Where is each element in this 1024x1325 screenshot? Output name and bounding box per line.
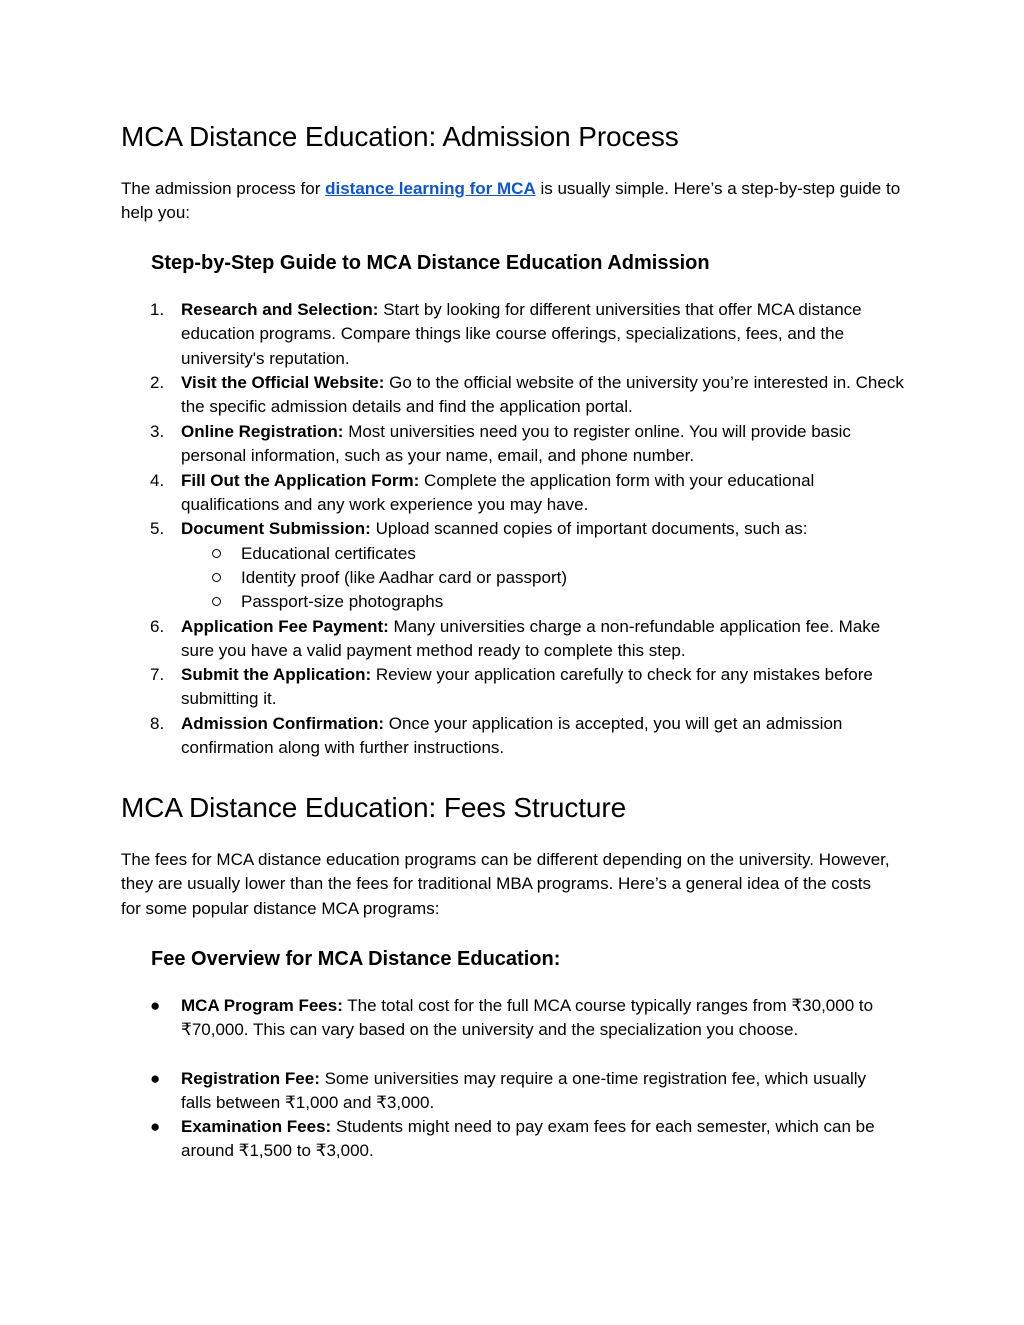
step-number: 1. (150, 300, 165, 319)
step-label: Research and Selection: (181, 300, 379, 319)
list-item-fee (150, 1067, 881, 1116)
bullet-icon: ● (150, 1069, 161, 1088)
document-text: Passport-size photographs (241, 592, 444, 611)
list-item-fee (150, 1115, 891, 1164)
hollow-circle-bullet-icon (212, 597, 221, 606)
intro-text-before: The admission process for (121, 179, 326, 198)
list-item-step-8 (150, 712, 906, 761)
sub-list-item-document (241, 590, 901, 614)
sub-list-item-document (241, 542, 901, 566)
step-label: Admission Confirmation: (181, 714, 385, 733)
admission-intro (121, 177, 911, 226)
fee-label: Registration Fee: (181, 1069, 320, 1088)
fee-text: Some universities may require a one-time registration fee, which usually falls between ₹1,000 and ₹3,000. (181, 1069, 866, 1113)
hollow-circle-bullet-icon (212, 549, 221, 558)
list-item-fee (150, 994, 881, 1043)
step-number: 4. (150, 471, 165, 490)
fees-intro: The fees for MCA distance education programs can be different depending on the university. However, they are usually lower than the fees for traditional MBA programs. Here’s a general idea of the costs for some popular distance MCA programs: (121, 850, 890, 918)
bullet-icon: ● (150, 1117, 161, 1136)
sub-list-item-document (241, 566, 901, 590)
list-item-step-1 (150, 298, 906, 371)
step-number: 7. (150, 665, 165, 684)
list-item-step-2 (150, 371, 906, 420)
subtitle-step-guide: Step-by-Step Guide to MCA Distance Education Admission (151, 252, 710, 274)
step-text: Once your application is accepted, you will get an admission confirmation along with further instructions. (181, 714, 843, 758)
step-text: Go to the official website of the university you’re interested in. Check the specific admission details and find the application portal. (181, 373, 904, 417)
document-text: Educational certificates (241, 544, 416, 563)
list-item-step-6 (150, 615, 906, 664)
list-item-step-7 (150, 663, 906, 712)
step-number: 3. (150, 422, 165, 441)
step-text: Review your application carefully to check for any mistakes before submitting it. (181, 665, 873, 709)
list-item-step-3 (150, 420, 906, 469)
step-label: Visit the Official Website: (181, 373, 385, 392)
bullet-icon: ● (150, 996, 161, 1015)
fee-text: Students might need to pay exam fees for each semester, which can be around ₹1,500 to ₹3,000. (181, 1117, 875, 1161)
list-item-step-4 (150, 469, 906, 518)
document-text: Identity proof (like Aadhar card or passport) (241, 568, 567, 587)
step-number: 6. (150, 617, 165, 636)
step-number: 2. (150, 373, 165, 392)
intro-text-after: is usually simple. Here’s a step-by-step guide to help you: (121, 179, 901, 223)
step-label: Online Registration: (181, 422, 344, 441)
step-text: Start by looking for different universities that offer MCA distance education programs. Compare things like course offerings, specializations, fees, and the university's reputation. (181, 300, 862, 368)
step-number: 8. (150, 714, 165, 733)
step-label: Fill Out the Application Form: (181, 471, 420, 490)
step-text: Complete the application form with your educational qualifications and any work experience you may have. (181, 471, 815, 515)
fee-text: The total cost for the full MCA course typically ranges from ₹30,000 to ₹70,000. This can vary based on the university and the specialization you choose. (181, 996, 874, 1040)
section-title-fees: MCA Distance Education: Fees Structure (121, 792, 627, 823)
step-label: Application Fee Payment: (181, 617, 389, 636)
subtitle-fee-overview: Fee Overview for MCA Distance Education: (151, 948, 561, 970)
fee-label: MCA Program Fees: (181, 996, 343, 1015)
distance-learning-link[interactable]: distance learning for MCA (325, 179, 536, 198)
fee-label: Examination Fees: (181, 1117, 332, 1136)
step-label: Document Submission: (181, 519, 371, 538)
step-text: Many universities charge a non-refundable application fee. Make sure you have a valid payment method ready to complete this step. (181, 617, 881, 661)
section-title-admission: MCA Distance Education: Admission Process (121, 121, 679, 152)
step-label: Submit the Application: (181, 665, 372, 684)
step-number: 5. (150, 519, 165, 538)
hollow-circle-bullet-icon (212, 573, 221, 582)
step-text: Most universities need you to register online. You will provide basic personal information, such as your name, email, and phone number. (181, 422, 851, 466)
step-text: Upload scanned copies of important documents, such as: (370, 519, 808, 538)
list-item-step-5 (150, 517, 906, 541)
